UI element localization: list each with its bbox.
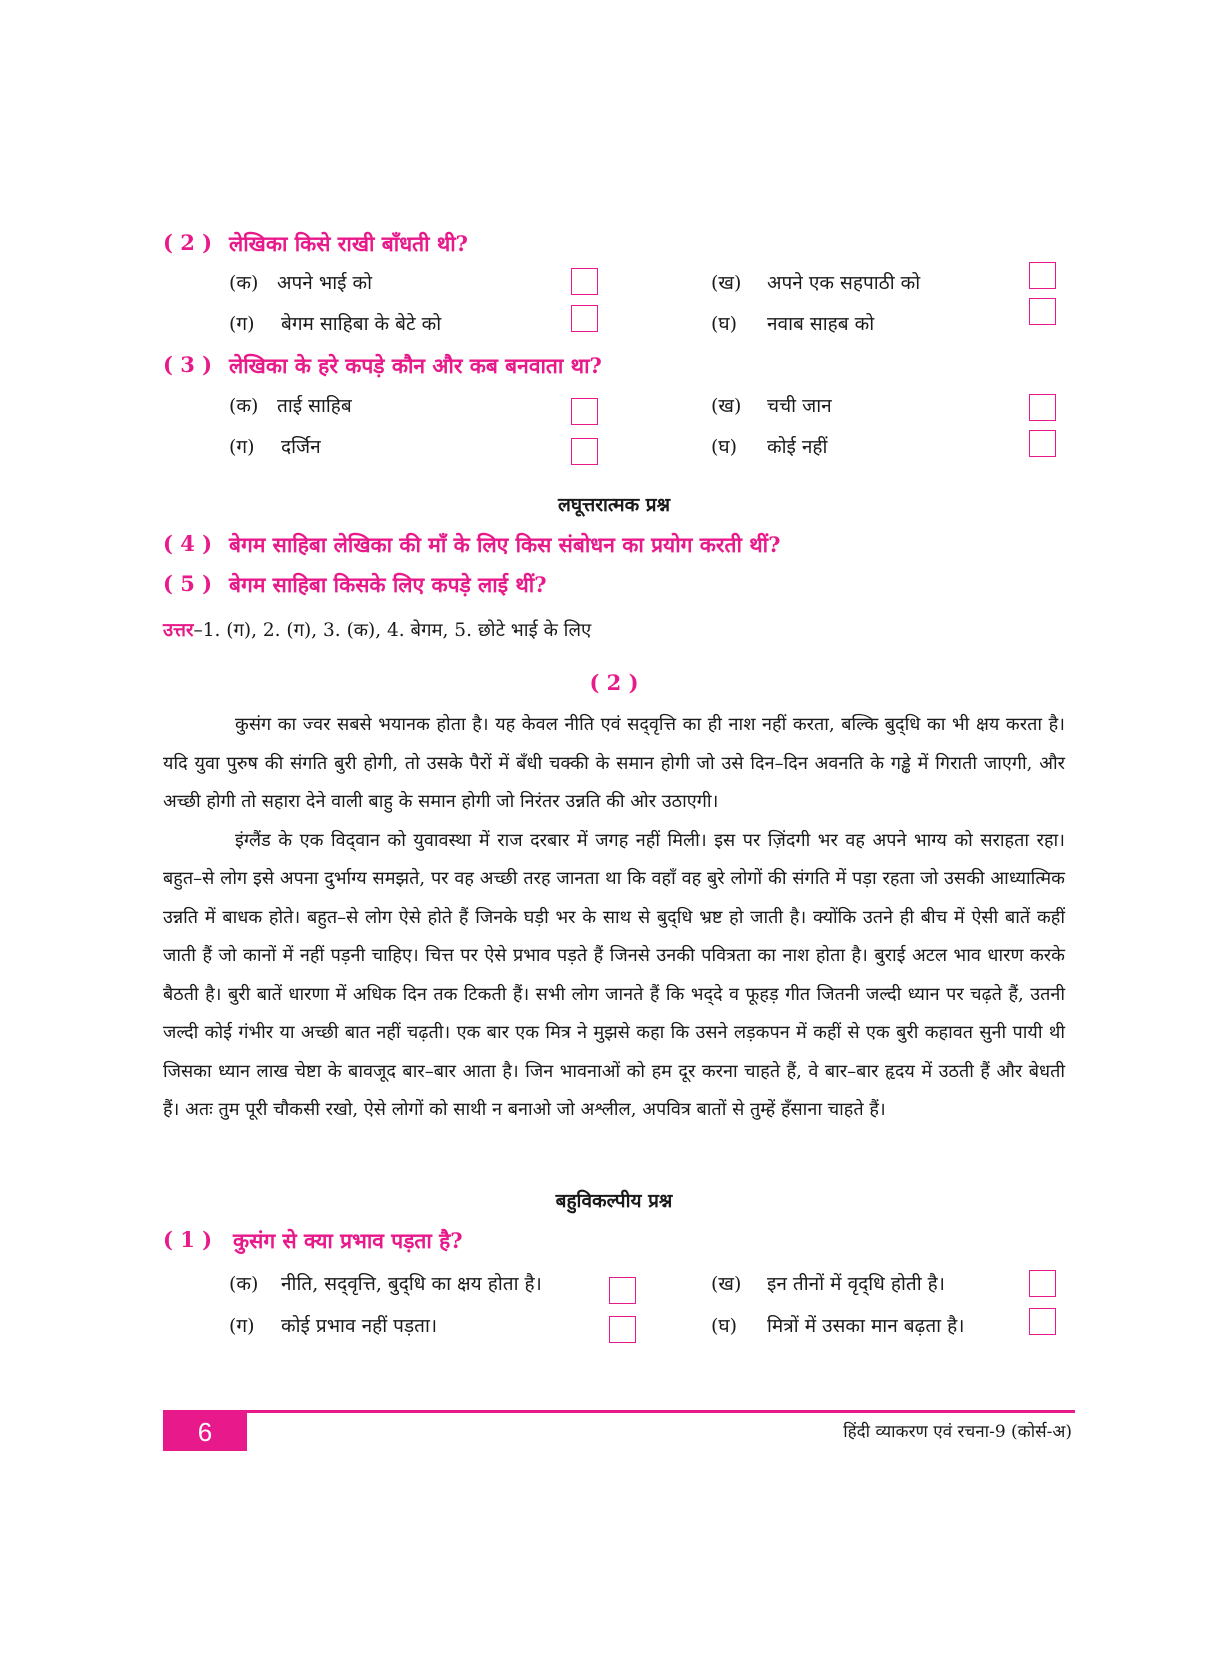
section-heading-short-answer: लघूत्तरात्मक प्रश्न (557, 494, 671, 516)
passage-number: ( 2 ) (589, 670, 639, 695)
passage-paragraph-1: कुसंग का ज्वर सबसे भयानक होता है। यह केवल नीति एवं सद्‌वृत्ति का ही नाश नहीं करता, बल्कि बुद्‌धि का भी क्षय करता है। यदि युवा पुरुष की संगति बुरी होगी, तो उसके पैरों में बँधी चक्की के समान होगी जो उसे दिन–दिन अवनति के गड्ढे में गिराती जाएगी, और अच्छी होगी तो सहारा देने वाली बाहु के समान होगी जो निरंतर उन्नति की ओर उठाएगी। (163, 714, 1065, 812)
answer-checkbox[interactable] (1029, 430, 1056, 457)
question-number: ( 5 ) (163, 571, 213, 596)
answer-checkbox[interactable] (1029, 1308, 1056, 1335)
answer-checkbox[interactable] (1029, 298, 1056, 325)
answer-key (163, 617, 591, 642)
page-number: 6 (163, 1413, 247, 1451)
answer-checkbox[interactable] (571, 398, 598, 425)
answer-checkbox[interactable] (1029, 394, 1056, 421)
question-number: ( 2 ) (163, 230, 213, 255)
question-number: ( 1 ) (163, 1227, 213, 1252)
question-text: कुसंग से क्या प्रभाव पड़ता है? (233, 1228, 463, 1253)
question-text: लेखिका किसे राखी बाँधती थी? (229, 231, 468, 256)
answer-checkbox[interactable] (571, 305, 598, 332)
passage-body (163, 706, 1065, 1130)
answer-checkbox[interactable] (1029, 262, 1056, 289)
footer-rule (163, 1410, 1075, 1413)
passage-paragraph-2: इंग्लैंड के एक विद्‌वान को युवावस्था में राज दरबार में जगह नहीं मिली। इस पर ज़िंदगी भर वह अपने भाग्य को सराहता रहा। बहुत–से लोग इसे अपना दुर्भाग्य समझते, पर वह अच्छी तरह जानता था कि वहाँ वह बुरे लोगों की संगति में पड़ा रहता जो उसकी आध्यात्मिक उन्नति में बाधक होते। बहुत–से लोग ऐसे होते हैं जिनके घड़ी भर के साथ से बुद्‌धि भ्रष्ट हो जाती है। क्योंकि उतने ही बीच में ऐसी बातें कहीं जाती हैं जो कानों में नहीं पड़नी चाहिए। चित्त पर ऐसे प्रभाव पड़ते हैं जिनसे उनकी पवित्रता का नाश होता है। बुराई अटल भाव धारण करके बैठती है। बुरी बातें धारणा में अधिक दिन तक टिकती हैं। सभी लोग जानते हैं कि भद्‌दे व फूहड़ गीत जितनी जल्दी ध्यान पर चढ़ते हैं, उतनी जल्दी कोई गंभीर या अच्छी बात नहीं चढ़ती। एक बार एक मित्र ने मुझसे कहा कि उसने लड़कपन में कहीं से एक बुरी कहावत सुनी पायी थी जिसका ध्यान लाख चेष्टा के बावजूद बार–बार आता है। जिन भावनाओं को हम दूर करना चाहते हैं, वे बार–बार हृदय में उठती हैं और बेधती हैं। अतः तुम पूरी चौकसी रखो, ऐसे लोगों को साथी न बनाओ जो अश्लील, अपवित्र बातों से तुम्हें हँसाना चाहते हैं। (163, 829, 1065, 1120)
question-text: बेगम साहिबा लेखिका की माँ के लिए किस संबोधन का प्रयोग करती थीं? (229, 532, 781, 557)
answer-checkbox[interactable] (609, 1316, 636, 1343)
answer-checkbox[interactable] (571, 438, 598, 465)
answer-text: –1. (ग), 2. (ग), 3. (क), 4. बेगम, 5. छोटे भाई के लिए (193, 620, 592, 641)
question-number: ( 4 ) (163, 531, 213, 556)
answer-label: उत्तर (163, 620, 194, 641)
answer-checkbox[interactable] (571, 268, 598, 295)
book-title: हिंदी व्याकरण एवं रचना-9 (कोर्स-अ) (843, 1422, 1072, 1442)
question-text: लेखिका के हरे कपड़े कौन और कब बनवाता था? (229, 353, 602, 378)
question-text: बेगम साहिबा किसके लिए कपड़े लाई थीं? (229, 572, 547, 597)
section-heading-mcq: बहुविकल्पीय प्रश्न (555, 1190, 673, 1212)
question-number: ( 3 ) (163, 352, 213, 377)
answer-checkbox[interactable] (609, 1277, 636, 1304)
answer-checkbox[interactable] (1029, 1270, 1056, 1297)
